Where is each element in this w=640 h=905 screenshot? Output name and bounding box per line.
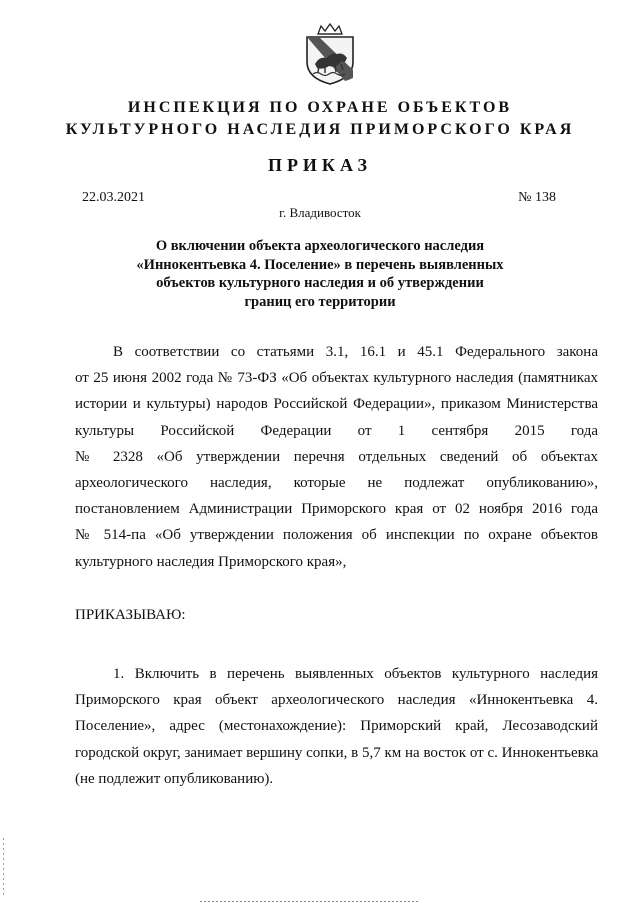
paragraph-line: городской округ, занимает вершину сопки, в 5,7 км на восток от с. Иннокентьевка bbox=[75, 744, 599, 761]
title-line: О включении объекта археологического наследия bbox=[155, 238, 485, 254]
paragraph-line: Приморского края объект археологического наследия «Иннокентьевка 4. bbox=[75, 692, 598, 709]
preamble-paragraph bbox=[75, 339, 598, 575]
paragraph-line: (не подлежит опубликованию). bbox=[75, 770, 274, 787]
paragraph-line: 1. Включить в перечень выявленных объектов культурного наследия bbox=[113, 666, 598, 682]
order-date: 22.03.2021 bbox=[82, 190, 145, 205]
title-line: границ его территории bbox=[244, 293, 396, 310]
paragraph-line: культуры Российской Федерации от 1 сентября 2015 года bbox=[75, 422, 598, 439]
paragraph-line: от 25 июня 2002 года № 73-ФЗ «Об объектах культурного наследия (памятниках bbox=[75, 370, 598, 387]
order-keyword: ПРИКАЗЫВАЮ: bbox=[75, 607, 186, 623]
order-city: г. Владивосток bbox=[279, 205, 361, 220]
coat-of-arms-icon bbox=[301, 22, 359, 86]
paragraph-line: истории и культуры) народов Российской Федерации», приказом Министерства bbox=[75, 396, 598, 413]
scan-artifact-bottom bbox=[200, 901, 420, 902]
item-1-paragraph bbox=[75, 661, 598, 792]
paragraph-line: Поселение», адрес (местонахождение): Приморский край, Лесозаводский bbox=[75, 718, 598, 735]
scan-artifact-left bbox=[3, 838, 4, 898]
order-number: № 138 bbox=[518, 190, 556, 205]
paragraph-line: № 514-па «Об утверждении положения об инспекции по охране объектов bbox=[75, 527, 598, 544]
title-line: «Иннокентьевка 4. Поселение» в перечень выявленных bbox=[136, 256, 504, 273]
paragraph-line: культурного наследия Приморского края», bbox=[75, 553, 347, 570]
paragraph-line: № 2328 «Об утверждении перечня отдельных сведений об объектах bbox=[75, 448, 598, 465]
org-name-line-1: ИНСПЕКЦИЯ ПО ОХРАНЕ ОБЪЕКТОВ bbox=[127, 99, 513, 116]
paragraph-line: В соответствии со статьями 3.1, 16.1 и 45.1 Федерального закона bbox=[113, 344, 598, 360]
document-type: ПРИКАЗ bbox=[267, 155, 373, 175]
order-title bbox=[100, 237, 540, 311]
title-line: объектов культурного наследия и об утверждении bbox=[156, 275, 484, 291]
paragraph-line: археологического наследия, которые не подлежат опубликованию», bbox=[75, 475, 598, 492]
org-name-line-2: КУЛЬТУРНОГО НАСЛЕДИЯ ПРИМОРСКОГО КРАЯ bbox=[65, 121, 575, 138]
paragraph-line: постановлением Администрации Приморского края от 02 ноября 2016 года bbox=[75, 501, 598, 518]
